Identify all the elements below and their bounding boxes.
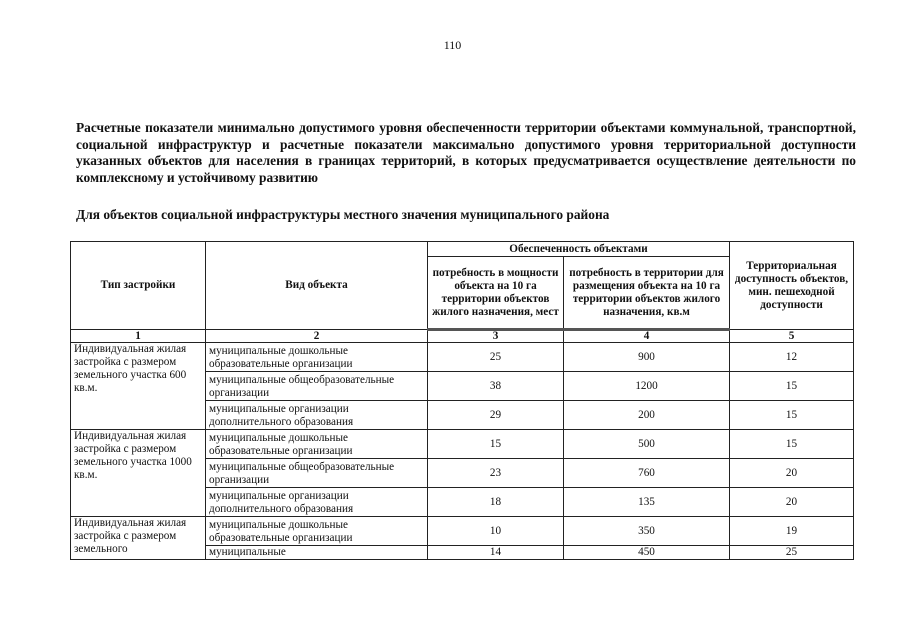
building-type-cell: Индивидуальная жилая застройка с размером земельного участка 600 кв.м. bbox=[71, 343, 206, 430]
accessibility-cell: 19 bbox=[730, 517, 854, 546]
object-kind-cell: муниципальные организации дополнительного образования bbox=[206, 401, 428, 430]
capacity-cell: 15 bbox=[428, 430, 564, 459]
accessibility-cell: 15 bbox=[730, 372, 854, 401]
section-subtitle: Для объектов социальной инфраструктуры местного значения муниципального района bbox=[76, 207, 610, 222]
accessibility-cell: 20 bbox=[730, 488, 854, 517]
column-number: 4 bbox=[564, 330, 730, 343]
object-kind-cell: муниципальные bbox=[206, 546, 428, 560]
object-kind-cell: муниципальные организации дополнительного образования bbox=[206, 488, 428, 517]
territory-cell: 500 bbox=[564, 430, 730, 459]
territory-cell: 900 bbox=[564, 343, 730, 372]
indicators-table bbox=[70, 241, 854, 560]
column-number: 1 bbox=[71, 330, 206, 343]
capacity-cell: 25 bbox=[428, 343, 564, 372]
building-type-cell: Индивидуальная жилая застройка с размером земельного участка 1000 кв.м. bbox=[71, 430, 206, 517]
accessibility-cell: 15 bbox=[730, 430, 854, 459]
territory-cell: 200 bbox=[564, 401, 730, 430]
page-number: 110 bbox=[443, 38, 462, 52]
object-kind-cell: муниципальные общеобразовательные организации bbox=[206, 372, 428, 401]
header-provision-group: Обеспеченность объектами bbox=[428, 242, 730, 257]
capacity-cell: 29 bbox=[428, 401, 564, 430]
object-kind-cell: муниципальные дошкольные образовательные организации bbox=[206, 430, 428, 459]
header-object-kind: Вид объекта bbox=[206, 242, 428, 330]
header-accessibility: Территориальная доступность объектов, мин. пешеходной доступности bbox=[730, 242, 854, 330]
column-number: 3 bbox=[428, 330, 564, 343]
accessibility-cell: 12 bbox=[730, 343, 854, 372]
header-building-type: Тип застройки bbox=[71, 242, 206, 330]
object-kind-cell: муниципальные дошкольные образовательные организации bbox=[206, 343, 428, 372]
document-title: Расчетные показатели минимально допустимого уровня обеспеченности территории объектами коммунальной, транспортной, социальной инфраструктур и расчетные показатели максимально допустимого уровня территориальной доступности указанных объектов для населения в границах территорий, в которых предусматривается осуществление деятельности по комплексному и устойчивому развитию bbox=[76, 120, 856, 185]
capacity-cell: 10 bbox=[428, 517, 564, 546]
column-number: 2 bbox=[206, 330, 428, 343]
accessibility-cell: 15 bbox=[730, 401, 854, 430]
table-row bbox=[71, 430, 854, 459]
accessibility-cell: 25 bbox=[730, 546, 854, 560]
capacity-cell: 23 bbox=[428, 459, 564, 488]
accessibility-cell: 20 bbox=[730, 459, 854, 488]
object-kind-cell: муниципальные дошкольные образовательные организации bbox=[206, 517, 428, 546]
column-number: 5 bbox=[730, 330, 854, 343]
building-type-cell: Индивидуальная жилая застройка с размером земельного bbox=[71, 517, 206, 560]
territory-cell: 450 bbox=[564, 546, 730, 560]
capacity-cell: 18 bbox=[428, 488, 564, 517]
territory-cell: 1200 bbox=[564, 372, 730, 401]
territory-cell: 760 bbox=[564, 459, 730, 488]
object-kind-cell: муниципальные общеобразовательные организации bbox=[206, 459, 428, 488]
table-row bbox=[71, 343, 854, 372]
capacity-cell: 38 bbox=[428, 372, 564, 401]
header-capacity-need: потребность в мощности объекта на 10 га территории объектов жилого назначения, мест bbox=[428, 257, 564, 330]
territory-cell: 350 bbox=[564, 517, 730, 546]
table-row bbox=[71, 517, 854, 546]
capacity-cell: 14 bbox=[428, 546, 564, 560]
header-territory-need: потребность в территории для размещения объекта на 10 га территории объектов жилого назначения, кв.м bbox=[564, 257, 730, 330]
territory-cell: 135 bbox=[564, 488, 730, 517]
